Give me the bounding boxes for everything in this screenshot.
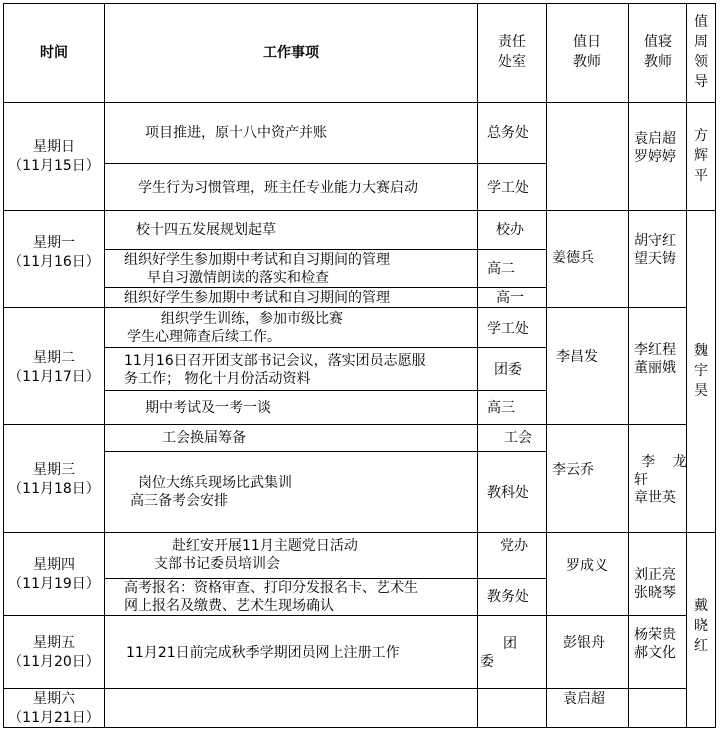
dorm-teacher: 董丽娥 (634, 360, 676, 376)
dept-cell: 团 (503, 636, 517, 652)
week-leader: 方 辉 平 (694, 128, 708, 184)
work-item: 11月16日召开团支部书记会议，落实团员志愿服 (124, 353, 426, 369)
work-item: 高三备考会安排 (130, 493, 228, 509)
dorm-teacher: 杨荣贵 (634, 627, 676, 643)
day-date: （11月15日） (8, 158, 100, 174)
day-name: 星期六 (33, 691, 75, 707)
dept-cell: 工会 (504, 430, 532, 446)
work-item: 支部书记委员培训会 (154, 556, 280, 572)
dorm-teacher: 袁启超 (634, 131, 676, 147)
work-item: 高考报名：资格审查、打印分发报名卡、艺术生 (124, 580, 418, 596)
dorm-teacher: 李红程 (634, 342, 676, 358)
day-name: 星期五 (33, 635, 75, 651)
dept-cell: 高一 (496, 290, 524, 306)
work-item: 校十四五发展规划起草 (136, 222, 276, 238)
header-work: 工作事项 (263, 45, 319, 61)
header-week-leader: 值 周 领 导 (694, 14, 708, 90)
header-duty-teacher: 值日 教师 (573, 34, 601, 70)
header-time: 时间 (40, 45, 68, 61)
dorm-teacher: 张晓琴 (634, 585, 676, 601)
work-item: 期中考试及一考一谈 (145, 400, 271, 416)
work-item: 项目推进，原十八中资产并账 (145, 125, 327, 141)
dept-cell: 高三 (487, 400, 515, 416)
duty-teacher: 李昌发 (556, 349, 598, 365)
day-name: 星期四 (33, 557, 75, 573)
day-date: （11月18日） (8, 481, 100, 497)
duty-teacher: 罗成义 (566, 558, 608, 574)
dorm-teacher: 胡守红 (634, 233, 676, 249)
work-item: 岗位大练兵现场比武集训 (138, 475, 292, 491)
dept-cell: 教科处 (487, 485, 529, 501)
dept-cell: 学工处 (487, 180, 529, 196)
dept-cell: 党办 (500, 538, 528, 554)
work-item: 早自习激情朗读的落实和检查 (147, 270, 329, 286)
work-item: 赴红安开展11月主题党日活动 (172, 538, 358, 554)
dept-cell: 高二 (487, 261, 515, 277)
work-item: 工会换届筹备 (162, 430, 246, 446)
day-name: 星期二 (33, 350, 75, 366)
dept-cell: 团委 (494, 362, 522, 378)
day-date: （11月16日） (8, 254, 100, 270)
week-leader: 魏 宇 昊 (694, 343, 708, 399)
dorm-teacher: 刘正亮 (634, 567, 676, 583)
dorm-teacher: 轩 (634, 472, 648, 488)
duty-teacher: 彭银舟 (563, 635, 605, 651)
work-item: 学生心理筛查后续工作。 (127, 329, 281, 345)
work-item: 学生行为习惯管理，班主任专业能力大赛启动 (138, 180, 418, 196)
duty-teacher: 袁启超 (563, 691, 605, 707)
dorm-teacher: 李 龙 (641, 454, 687, 470)
day-date: （11月21日） (8, 710, 100, 726)
day-date: （11月20日） (8, 654, 100, 670)
dorm-teacher: 罗婷婷 (634, 149, 676, 165)
work-item: 组织好学生参加期中考试和自习期间的管理 (124, 290, 390, 306)
day-date: （11月19日） (8, 576, 100, 592)
week-leader: 戴 晓 红 (694, 598, 708, 654)
dept-cell: 总务处 (487, 125, 529, 141)
work-item: 务工作； 物化十月份活动资料 (124, 371, 311, 387)
dept-cell: 学工处 (487, 321, 529, 337)
work-item: 组织学生训练，参加市级比赛 (161, 311, 343, 327)
dept-cell: 校办 (496, 222, 524, 238)
day-name: 星期日 (33, 139, 75, 155)
duty-teacher: 李云乔 (552, 462, 594, 478)
work-item: 网上报名及缴费、艺术生现场确认 (124, 598, 334, 614)
day-name: 星期三 (33, 462, 75, 478)
dorm-teacher: 郝文化 (634, 645, 676, 661)
day-date: （11月17日） (8, 369, 100, 385)
dept-cell: 委 (480, 654, 494, 670)
work-item: 组织好学生参加期中考试和自习期间的管理 (124, 252, 390, 268)
work-item: 11月21日前完成秋季学期团员网上注册工作 (126, 645, 400, 661)
header-dorm-teacher: 值寝 教师 (644, 34, 672, 70)
dorm-teacher: 望天铸 (634, 251, 676, 267)
day-name: 星期一 (33, 235, 75, 251)
header-dept: 责任 处室 (498, 34, 526, 70)
dept-cell: 教务处 (487, 589, 529, 605)
duty-teacher: 姜德兵 (552, 250, 594, 266)
dorm-teacher: 章世英 (634, 490, 676, 506)
